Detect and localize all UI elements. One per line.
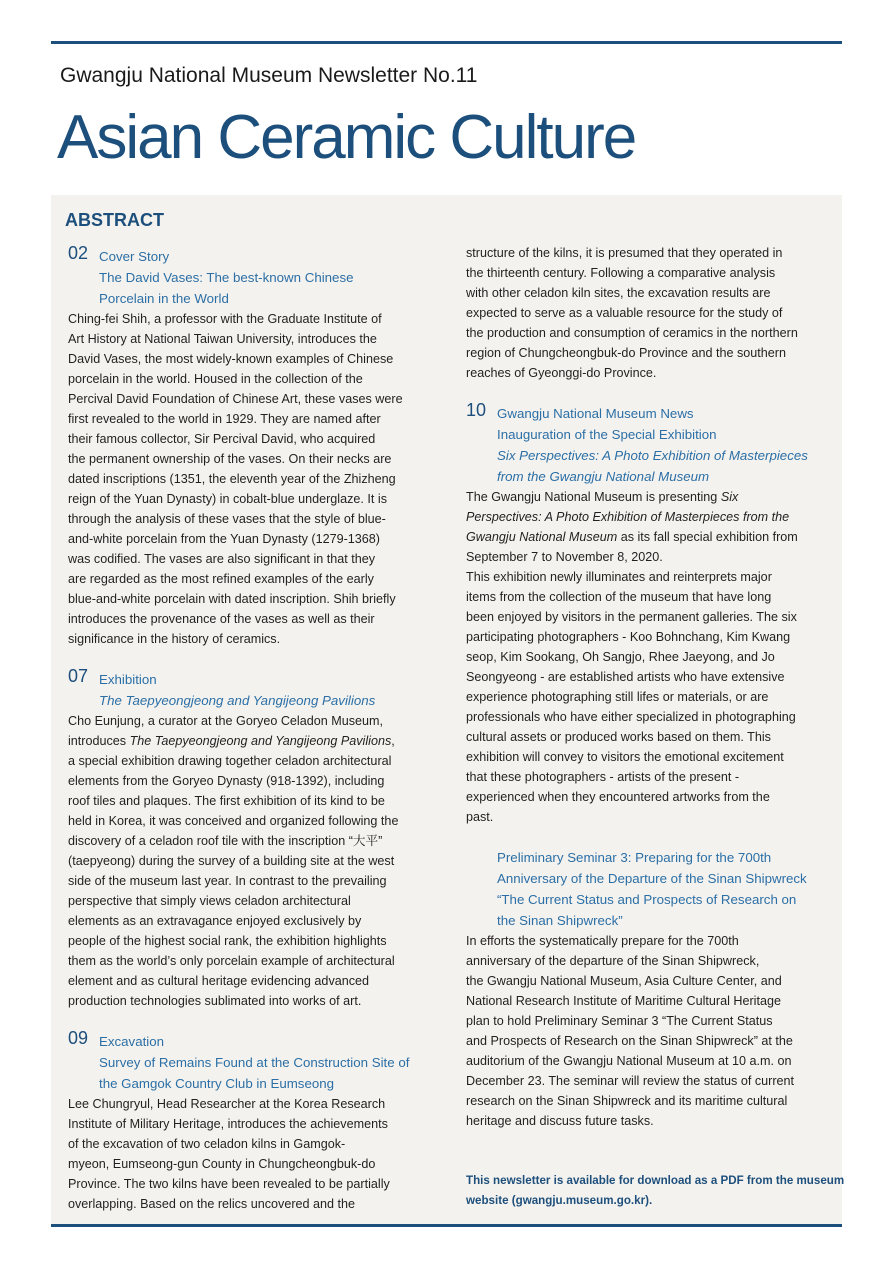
body-line: September 7 to November 8, 2020. — [466, 550, 663, 564]
exhibition-title-italic: The Taepyeongjeong and Yangijeong Pavilions — [129, 734, 392, 748]
body-line: held in Korea, it was conceived and organized following the — [68, 814, 399, 828]
body-line: perspective that simply views celadon architectural — [68, 894, 351, 908]
body-line: Lee Chungryul, Head Researcher at the Korea Research — [68, 1097, 386, 1111]
section-category: Cover Story — [99, 249, 170, 264]
bottom-rule — [51, 1224, 842, 1227]
section-title-line: Survey of Remains Found at the Construction Site of — [99, 1055, 410, 1070]
body-line: significance in the history of ceramics. — [68, 632, 281, 646]
section-title-line: from the Gwangju National Museum — [497, 469, 710, 484]
body-line: and Prospects of Research on the Sinan Shipwreck” at the — [466, 1034, 793, 1048]
body-line: of the excavation of two celadon kilns in Gamgok- — [68, 1137, 346, 1151]
section-title-line: Six Perspectives: A Photo Exhibition of Masterpieces — [497, 448, 808, 463]
body-line: heritage and discuss future tasks. — [466, 1114, 654, 1128]
section-header — [68, 1028, 433, 1094]
body-line: Percival David Foundation of Chinese Art, these vases were — [68, 392, 403, 406]
section-header — [68, 666, 433, 711]
section-body — [68, 711, 433, 1011]
download-note-line: website (gwangju.museum.go.kr). — [466, 1194, 653, 1207]
body-line: experience photographing still lifes or materials, or are — [466, 690, 769, 704]
section-title-line: The David Vases: The best-known Chinese — [99, 270, 354, 285]
body-line: their famous collector, Sir Percival David, who acquired — [68, 432, 376, 446]
body-text-run: introduces — [68, 734, 130, 748]
body-line — [466, 507, 831, 527]
body-line: side of the museum last year. In contrast to the prevailing — [68, 874, 387, 888]
section-number: 07 — [68, 666, 89, 686]
section-header — [466, 400, 831, 487]
body-line: auditorium of the Gwangju National Museum at 10 a.m. on — [466, 1054, 792, 1068]
section-body — [466, 243, 831, 383]
body-line: cultural assets or produced works based on them. This — [466, 730, 771, 744]
body-line: elements as an extravagance enjoyed exclusively by — [68, 914, 362, 928]
left-column — [68, 243, 433, 1234]
top-rule — [51, 41, 842, 44]
body-line: porcelain in the world. Housed in the collection of the — [68, 372, 363, 386]
right-column — [466, 243, 831, 1151]
body-line: the permanent ownership of the vases. On their necks are — [68, 452, 392, 466]
section-number: 09 — [68, 1028, 89, 1048]
body-line: been enjoyed by visitors in the permanent galleries. The six — [466, 610, 797, 624]
body-line: December 23. The seminar will review the status of current — [466, 1074, 795, 1088]
body-line: through the analysis of these vases that the style of blue- — [68, 512, 386, 526]
body-line: reaches of Gyeonggi-do Province. — [466, 366, 657, 380]
body-line: (taepyeong) during the survey of a building site at the west — [68, 854, 395, 868]
section-excavation — [68, 1028, 433, 1214]
download-note — [466, 1171, 844, 1211]
body-line: Seongyeong - are established artists who have extensive — [466, 670, 785, 684]
body-line: This exhibition newly illuminates and reinterprets major — [466, 570, 772, 584]
body-line: the production and consumption of ceramics in the northern — [466, 326, 798, 340]
section-seminar — [466, 847, 831, 1131]
body-line: Cho Eunjung, a curator at the Goryeo Celadon Museum, — [68, 714, 384, 728]
section-header — [68, 243, 433, 309]
section-title-line: the Sinan Shipwreck” — [497, 913, 623, 928]
body-line: and-white porcelain from the Yuan Dynasty (1279-1368) — [68, 532, 380, 546]
section-excavation-continued — [466, 243, 831, 383]
section-title-line: Preliminary Seminar 3: Preparing for the 700th — [497, 850, 772, 865]
body-line: Art History at National Taiwan University, introduces the — [68, 332, 377, 346]
section-cover-story — [68, 243, 433, 649]
exhibition-title-italic: Gwangju National Museum — [466, 530, 618, 544]
body-line — [68, 731, 433, 751]
body-line: Ching-fei Shih, a professor with the Graduate Institute of — [68, 312, 382, 326]
section-body — [68, 1094, 433, 1214]
body-line: discovery of a celadon roof tile with the inscription “大平” — [68, 834, 383, 848]
section-number: 02 — [68, 243, 89, 263]
body-line: In efforts the systematically prepare for the 700th — [466, 934, 739, 948]
body-line: them as the world’s only porcelain example of architectural — [68, 954, 395, 968]
body-line: items from the collection of the museum that have long — [466, 590, 772, 604]
body-line: elements from the Goryeo Dynasty (918-1392), including — [68, 774, 385, 788]
body-line: anniversary of the departure of the Sinan Shipwreck, — [466, 954, 760, 968]
section-title-line: Anniversary of the Departure of the Sinan Shipwreck — [497, 871, 807, 886]
section-body — [68, 309, 433, 649]
section-title-line: Inauguration of the Special Exhibition — [497, 427, 717, 442]
section-title-line: The Taepyeongjeong and Yangijeong Pavilions — [99, 693, 376, 708]
section-title-line: the Gamgok Country Club in Eumseong — [99, 1076, 335, 1091]
section-category: Gwangju National Museum News — [497, 406, 694, 421]
body-line — [466, 527, 831, 547]
body-line: the thirteenth century. Following a comparative analysis — [466, 266, 776, 280]
section-body — [466, 931, 831, 1131]
body-line: was codified. The vases are also significant in that they — [68, 552, 376, 566]
body-line: Institute of Military Heritage, introduces the achievements — [68, 1117, 388, 1131]
download-note-line: This newsletter is available for download as a PDF from the museum — [466, 1174, 845, 1187]
body-line: reign of the Yuan Dynasty) in cobalt-blue underglaze. It is — [68, 492, 388, 506]
body-line: first revealed to the world in 1929. They are named after — [68, 412, 381, 426]
body-line: professionals who have either specialized in photographing — [466, 710, 796, 724]
section-exhibition — [68, 666, 433, 1011]
body-line: with other celadon kiln sites, the excavation results are — [466, 286, 771, 300]
body-line — [466, 487, 831, 507]
body-line: are regarded as the most refined examples of the early — [68, 572, 374, 586]
section-museum-news — [466, 400, 831, 827]
body-line: research on the Sinan Shipwreck and its maritime cultural — [466, 1094, 788, 1108]
body-line: the Gwangju National Museum, Asia Culture Center, and — [466, 974, 782, 988]
exhibition-title-italic: Perspectives: A Photo Exhibition of Masterpieces from the — [466, 510, 790, 524]
body-line: past. — [466, 810, 494, 824]
body-line: expected to serve as a valuable resource for the study of — [466, 306, 783, 320]
body-text-run: The Gwangju National Museum is presenting — [466, 490, 721, 504]
newsletter-name: Gwangju National Museum Newsletter No.11 — [60, 64, 478, 87]
body-text-run: as its fall special exhibition from — [617, 530, 798, 544]
body-line: David Vases, the most widely-known examples of Chinese — [68, 352, 394, 366]
body-line: plan to hold Preliminary Seminar 3 “The Current Status — [466, 1014, 773, 1028]
page-title: Asian Ceramic Culture — [57, 103, 636, 172]
body-line: blue-and-white porcelain with dated inscription. Shih briefly — [68, 592, 396, 606]
body-line: participating photographers - Koo Bohnchang, Kim Kwang — [466, 630, 791, 644]
body-line: production technologies sublimated into works of art. — [68, 994, 362, 1008]
body-line: roof tiles and plaques. The first exhibition of its kind to be — [68, 794, 385, 808]
body-line: that these photographers - artists of the present - — [466, 770, 740, 784]
body-line: introduces the provenance of the vases as well as their — [68, 612, 375, 626]
section-title-line: Porcelain in the World — [99, 291, 229, 306]
body-text-run: , — [391, 734, 395, 748]
body-line: exhibition will convey to visitors the emotional excitement — [466, 750, 784, 764]
body-line: people of the highest social rank, the exhibition highlights — [68, 934, 387, 948]
section-body — [466, 487, 831, 827]
body-line: dated inscriptions (1351, the eleventh year of the Zhizheng — [68, 472, 396, 486]
body-line: region of Chungcheongbuk-do Province and the southern — [466, 346, 786, 360]
body-line: a special exhibition drawing together celadon architectural — [68, 754, 392, 768]
body-line: Province. The two kilns have been revealed to be partially — [68, 1177, 390, 1191]
body-line: experienced when they encountered artworks from the — [466, 790, 770, 804]
body-line: myeon, Eumseong-gun County in Chungcheongbuk-do — [68, 1157, 376, 1171]
body-line: seop, Kim Sookang, Oh Sangjo, Rhee Jaeyong, and Jo — [466, 650, 775, 664]
section-number: 10 — [466, 400, 487, 420]
abstract-heading: ABSTRACT — [65, 210, 164, 230]
section-header — [466, 847, 831, 931]
body-line: National Research Institute of Maritime Cultural Heritage — [466, 994, 781, 1008]
section-category: Excavation — [99, 1034, 165, 1049]
body-line: element and as cultural heritage evidencing advanced — [68, 974, 370, 988]
exhibition-title-italic: Six — [720, 490, 739, 504]
body-line: structure of the kilns, it is presumed that they operated in — [466, 246, 783, 260]
section-title-line: “The Current Status and Prospects of Research on — [497, 892, 797, 907]
section-category: Exhibition — [99, 672, 157, 687]
body-line: overlapping. Based on the relics uncovered and the — [68, 1197, 356, 1211]
